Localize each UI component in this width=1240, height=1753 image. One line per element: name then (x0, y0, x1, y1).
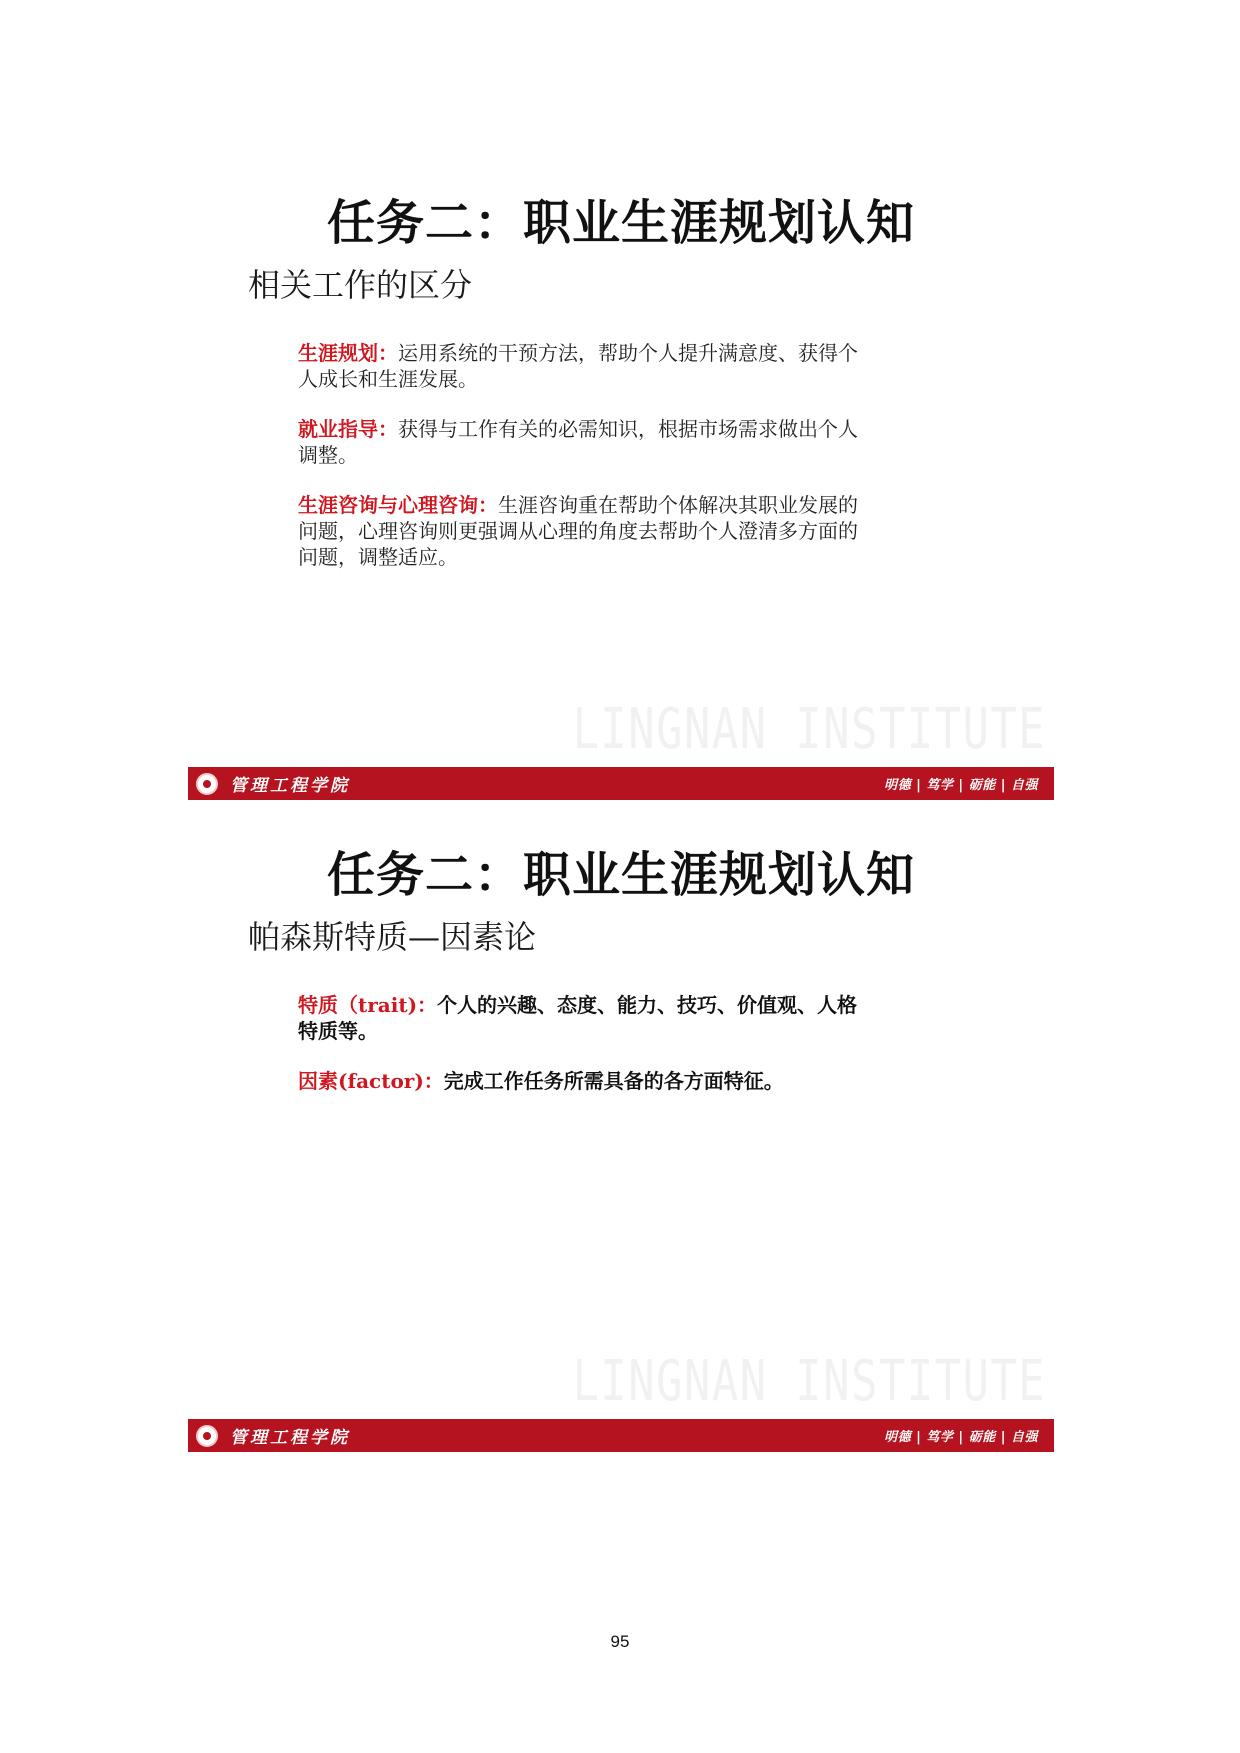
definition-paragraph (298, 340, 868, 392)
school-seal-icon (196, 773, 218, 795)
footer-brand (196, 1423, 350, 1448)
definition-text: 个人的兴趣、态度、能力、技巧、价值观、人格特质等。 (298, 993, 858, 1043)
slide-body (298, 992, 868, 1118)
school-seal-icon (196, 1425, 218, 1447)
definition-text: 运用系统的干预方法，帮助个人提升满意度、获得个人成长和生涯发展。 (298, 341, 858, 391)
term-label: 特质（trait) (298, 993, 418, 1017)
slide-2 (188, 800, 1054, 1452)
school-motto: 明德 | 笃学 | 砺能 | 自强 (884, 1430, 1038, 1445)
school-name: 管理工程学院 (230, 776, 350, 796)
school-name: 管理工程学院 (230, 1428, 350, 1448)
term-label: 生涯规划 (298, 341, 378, 365)
slide-subtitle: 帕森斯特质—因素论 (248, 918, 537, 956)
definition-paragraph (298, 992, 868, 1044)
slide-subtitle: 相关工作的区分 (248, 266, 473, 304)
definition-text: 生涯咨询重在帮助个体解决其职业发展的问题，心理咨询则更强调从心理的角度去帮助个人澄清多方面的问题，调整适应。 (298, 493, 858, 569)
term-separator: ： (417, 993, 438, 1017)
slide-body (298, 340, 868, 594)
footer-bar (188, 1419, 1054, 1452)
definition-paragraph (298, 416, 868, 468)
definition-paragraph (298, 492, 868, 570)
school-motto: 明德 | 笃学 | 砺能 | 自强 (884, 778, 1038, 793)
slide-title: 任务二：职业生涯规划认知 (326, 847, 915, 903)
footer-brand (196, 771, 350, 796)
term-label: 生涯咨询与心理咨询 (298, 493, 478, 517)
watermark: LINGNAN INSTITUTE (572, 697, 1046, 762)
page-number: 95 (610, 1632, 630, 1651)
term-separator: ： (378, 417, 398, 441)
term-separator: ： (423, 1069, 444, 1093)
footer-bar (188, 767, 1054, 800)
term-label: 就业指导 (298, 417, 378, 441)
term-separator: ： (378, 341, 398, 365)
term-separator: ： (478, 493, 498, 517)
watermark: LINGNAN INSTITUTE (572, 1349, 1046, 1414)
definition-paragraph (298, 1068, 868, 1094)
definition-text: 获得与工作有关的必需知识，根据市场需求做出个人调整。 (298, 417, 858, 467)
definition-text: 完成工作任务所需具备的各方面特征。 (443, 1069, 784, 1093)
term-label: 因素(factor) (298, 1069, 424, 1093)
slide-1 (188, 148, 1054, 800)
slide-title: 任务二：职业生涯规划认知 (326, 195, 915, 251)
